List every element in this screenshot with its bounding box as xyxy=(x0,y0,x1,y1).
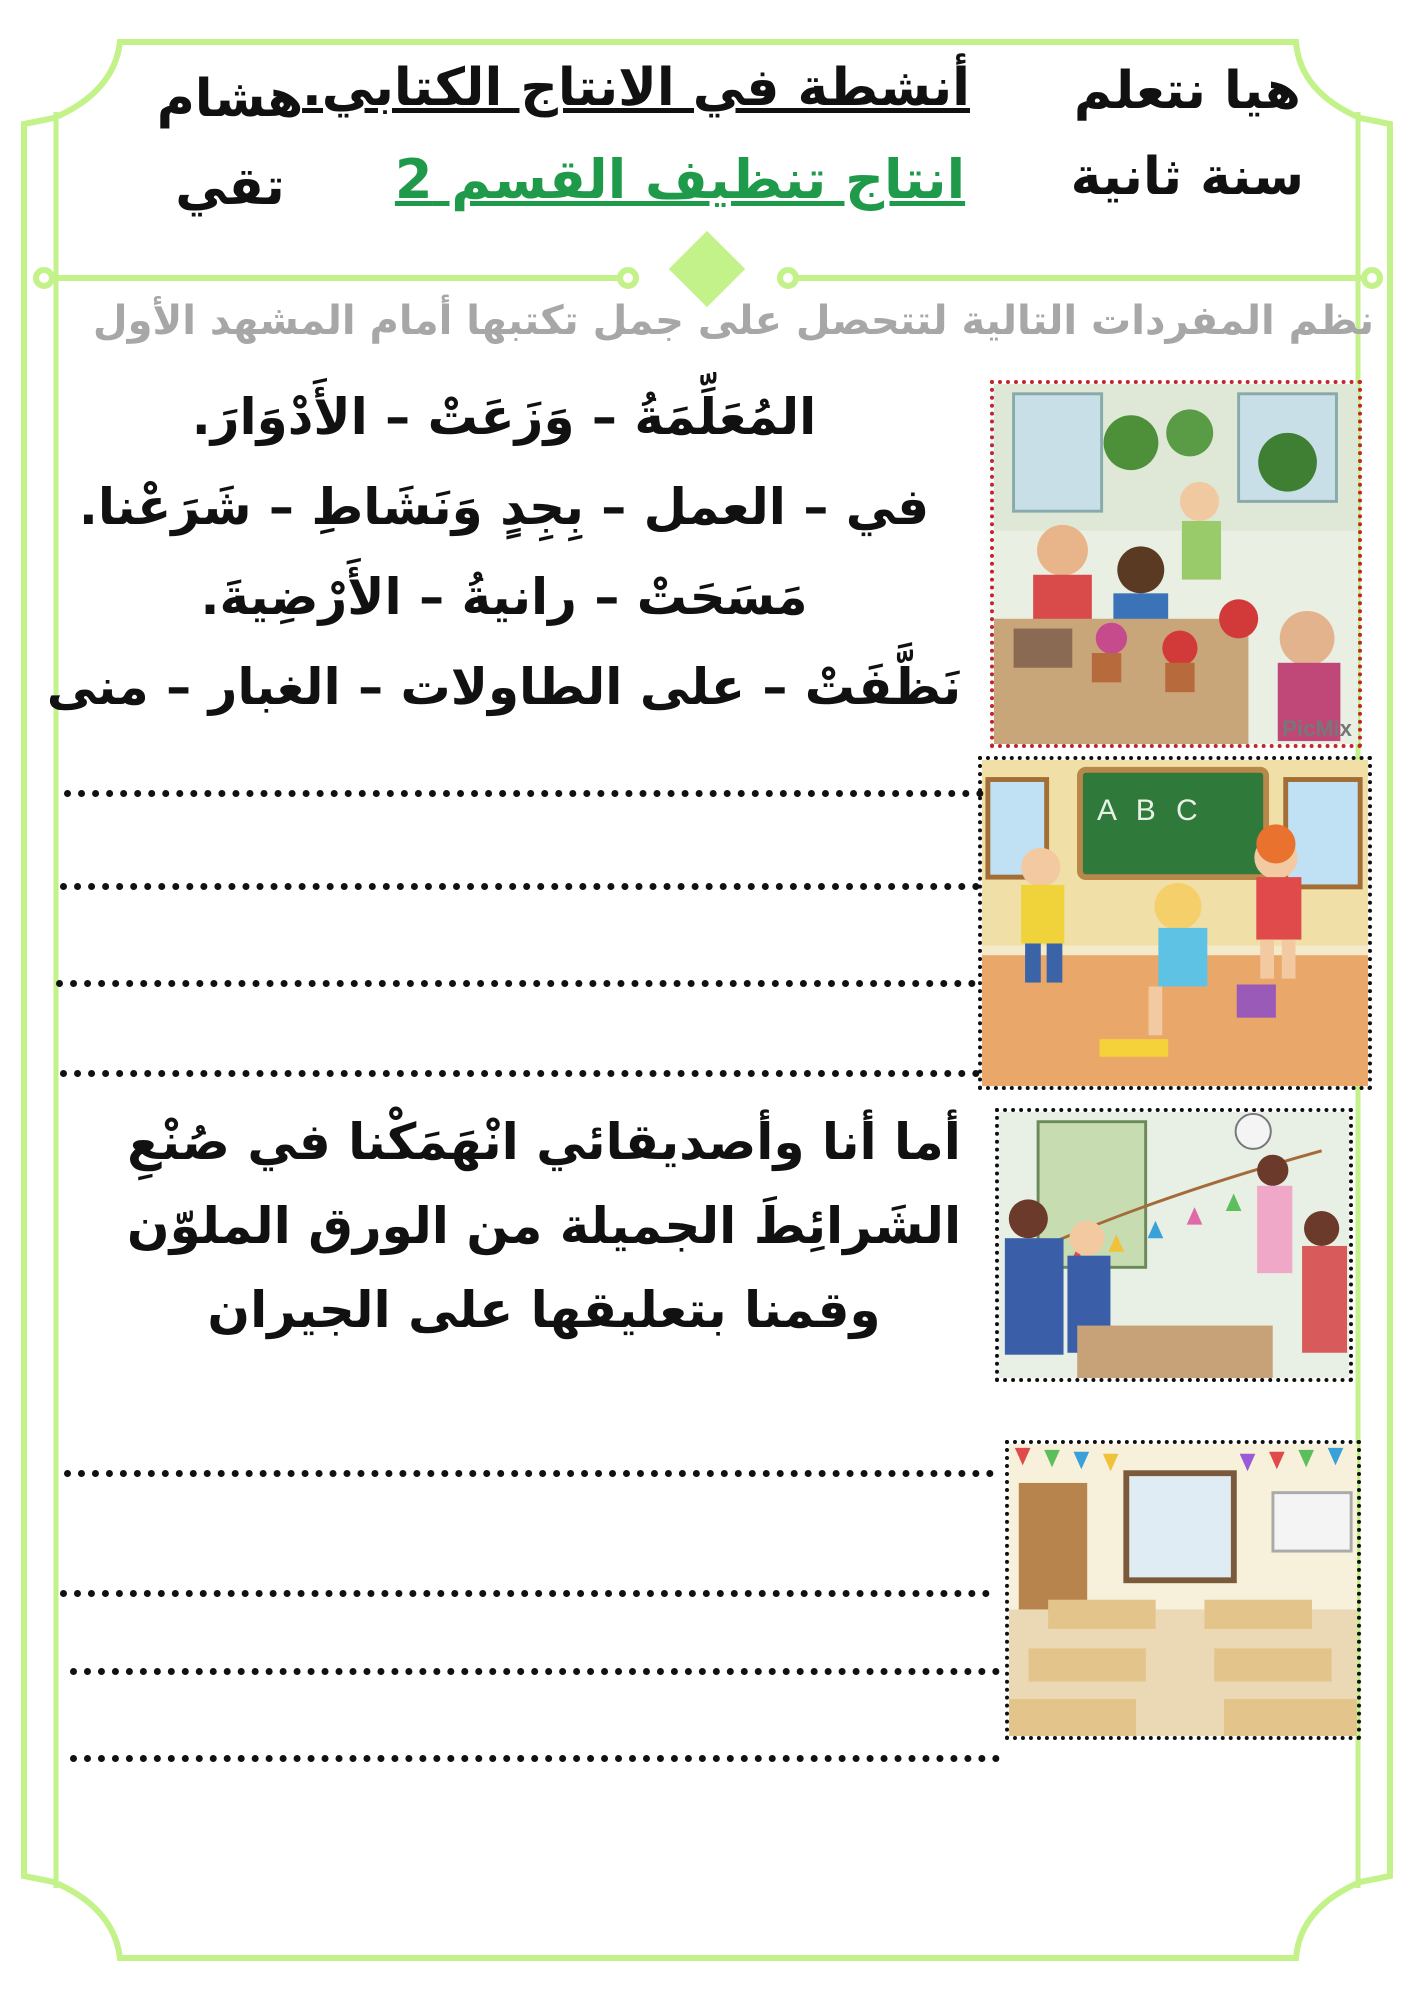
grade-level: سنة ثانية xyxy=(1070,147,1304,207)
story-line: أما أنا وأصديقائي انْهَمَكْنا في صُنْعِ xyxy=(127,1113,961,1171)
answer-line[interactable] xyxy=(70,1755,1000,1762)
word-groups xyxy=(24,372,984,732)
page-subtitle: انتاج تنظيف القسم 2 xyxy=(394,148,966,211)
answer-line[interactable] xyxy=(64,790,984,797)
scene-image-plants xyxy=(990,380,1362,748)
chalkboard-text: A B C xyxy=(1097,794,1204,827)
series-name: هيا نتعلم xyxy=(1073,61,1301,121)
answer-line[interactable] xyxy=(70,1668,1000,1675)
answer-line[interactable] xyxy=(60,1070,980,1077)
answer-line[interactable] xyxy=(60,1590,990,1597)
picmix-watermark: PicMix xyxy=(1282,716,1352,741)
word-group: المُعَلِّمَةُ – وَزَعَتْ – الأَدْوَارَ. xyxy=(191,388,817,446)
header-left-block xyxy=(150,55,310,231)
exercise-instruction: نظم المفردات التالية لتتحصل على جمل تكتبها أمام المشهد الأول xyxy=(92,298,1374,344)
word-group: مَسَحَتْ – رانيةُ – الأَرْضِيةَ. xyxy=(200,568,808,626)
page-title: أنشطة في الانتاج الكتابي. xyxy=(302,58,970,118)
scene-image-garlands xyxy=(995,1108,1353,1382)
story-paragraph xyxy=(104,1100,984,1352)
answer-line[interactable] xyxy=(56,980,976,987)
scene-image-empty-classroom xyxy=(1005,1440,1361,1740)
author-last-name: تقي xyxy=(175,157,285,217)
answer-line[interactable] xyxy=(64,1470,994,1477)
divider-diamond xyxy=(669,231,745,307)
story-line: وقمنا بتعليقها على الجيران xyxy=(207,1281,881,1339)
word-group: في – العمل – بِجِدٍ وَنَشَاطِ – شَرَعْنا. xyxy=(78,478,930,536)
story-line: الشَرائِطَ الجميلة من الورق الملوّن xyxy=(126,1197,962,1255)
answer-line[interactable] xyxy=(60,883,980,890)
word-group: نَظَّفَتْ – على الطاولات – الغبار – منى xyxy=(46,658,962,716)
scene-image-cleaning xyxy=(978,756,1372,1090)
header-right-block xyxy=(1071,48,1304,220)
author-first-name: هشام xyxy=(156,69,304,129)
